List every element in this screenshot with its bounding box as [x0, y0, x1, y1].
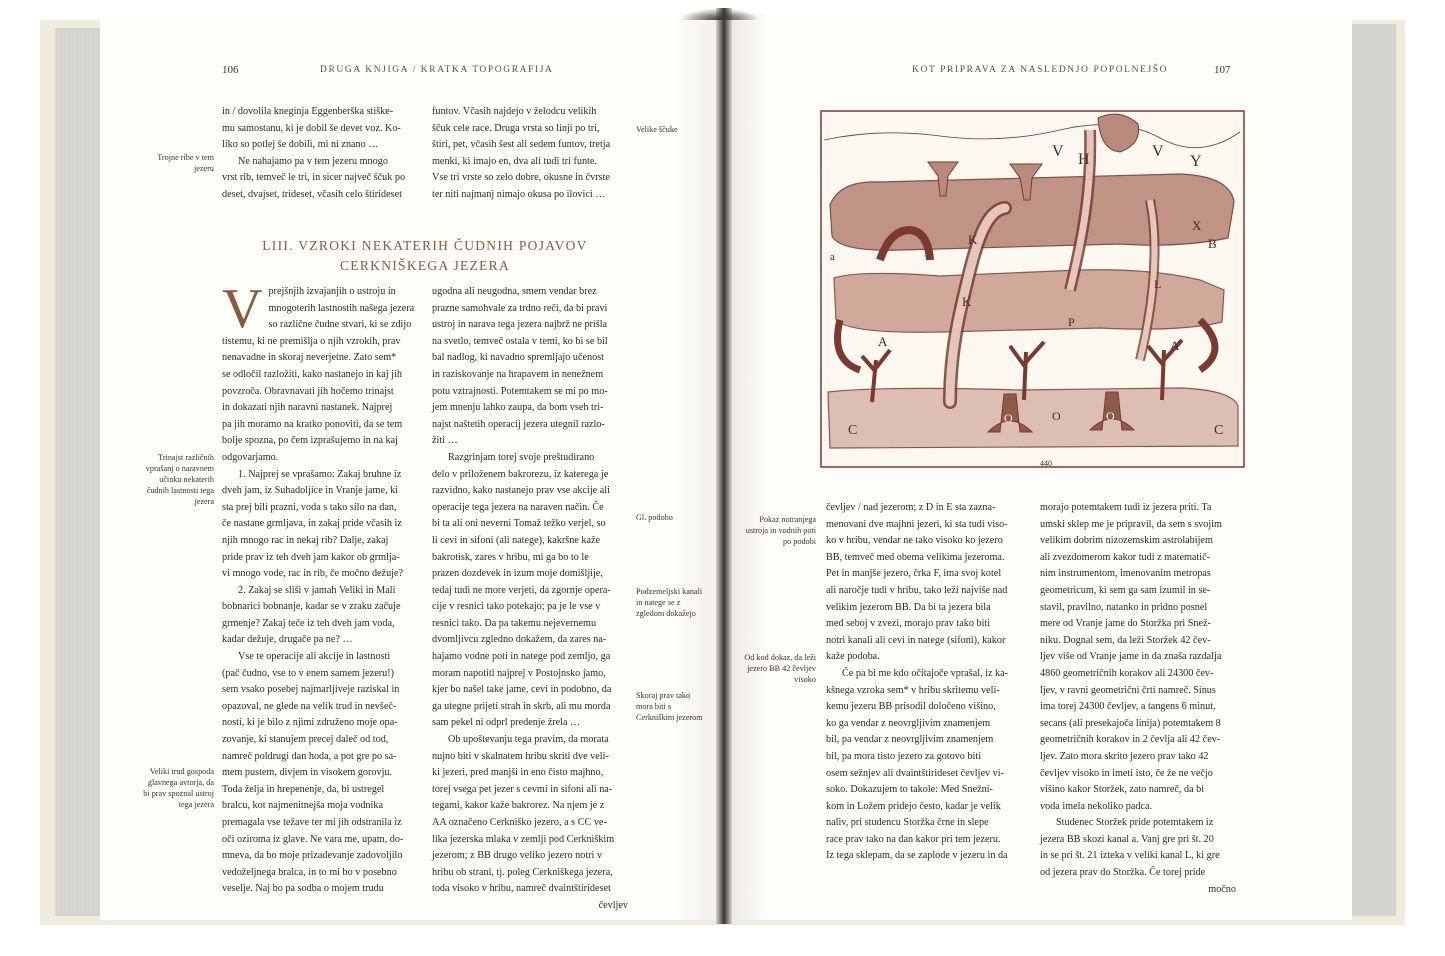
illus-letter: Y	[1190, 153, 1202, 170]
text-line: funtov. Včasih najdejo v želodcu velikih	[432, 106, 597, 117]
text-line: dveh jam, iz Suhadoljice in Vranje jame, ki	[222, 485, 399, 497]
text-line: tedaj tudi ne more verjeti, da zgornje opera-	[432, 584, 611, 596]
text-line: zovanje, ki stanujem precej daleč od tod,	[222, 734, 389, 746]
text-line: kom in Ložem pridejo često, kadar je velik	[826, 800, 1001, 812]
illus-letter: A	[878, 334, 888, 349]
book-gutter	[716, 8, 732, 924]
text-line: ko v hribu, vendar ne tako visoko ko jezero	[826, 535, 1003, 547]
text-line: pride prav iz teh dveh jam kakor ob grmlja-	[222, 551, 400, 563]
text-line: secans (ali presekajoča linija) potemtakem 8	[1040, 717, 1221, 729]
text-line: dvomljivcu zgledno dokažem, da zares na-	[432, 634, 607, 646]
text-line: pa jih moramo na kratko ponoviti, da se tem	[222, 418, 403, 430]
text-line: in / dovolila kneginja Eggenberška stiške-	[222, 106, 394, 117]
text-line: 2. Zakaj se sliši v jamah Veliki in Mali	[238, 584, 396, 596]
chapter-title-line1: LIII. VZROKI NEKATERIH ČUDNIH POJAVOV	[262, 238, 588, 253]
text-line: ko ga vendar z neovrgljivim znamenjem	[826, 717, 991, 729]
text-line: in se pri št. 21 izteka v veliki kanal L, ki gre	[1040, 850, 1220, 862]
text-line: morajo potemtakem tudi iz jezera priti. Ta	[1040, 502, 1212, 513]
text-line: nosti, ki je bilo z njimi združeno moje opa-	[222, 717, 398, 729]
text-line: na svetlo, temveč ostala v temi, ko bi se bil	[432, 335, 608, 347]
margin-note-od-kod: Od kod dokaz, da leži jezero BB 42 čevljev visoko	[744, 653, 816, 684]
text-line: povzroča. Obravnavati jih hočemo trinajst	[222, 385, 394, 397]
text-line: nim instrumentom, imenovanim metropas	[1040, 568, 1211, 580]
text-line: stavil, pravilno, natanko in pridno posnel	[1040, 601, 1208, 613]
illus-letter: V	[1152, 143, 1164, 160]
text-line: kaže podoba.	[826, 651, 880, 663]
text-line: kjer bo našel take jame, cevi in podobno, da	[432, 684, 612, 696]
text-line: lika jezerska mlaka v zemlji pod Cerkniškim	[432, 833, 615, 845]
drop-cap: V	[222, 278, 263, 340]
text-line: bobnarici bobnanje, kadar se v zraku začuje	[222, 601, 401, 613]
text-line: jezerom; z BB drugo veliko jezero notri v	[432, 850, 603, 862]
text-line: naliv, pri studencu Storžka črne in slepe	[826, 817, 989, 829]
text-line: Pet in manjše jezero, črka F, ima svoj kotel	[826, 568, 1002, 580]
text-line: AA označeno Cerkniško jezero, a s CC ve-	[432, 817, 607, 828]
text-line: prazen dozdevek in izum moje domišljije,	[432, 568, 603, 580]
text-line: nujno biti v skalnatem hribu skriti dve veli-	[432, 750, 609, 762]
text-line: resnici tako. Da pa takemu nejevernemu	[432, 617, 597, 629]
text-line: geometricum, ki sem ga sam izumil in se-	[1040, 584, 1211, 596]
right-folio: 107	[1214, 64, 1231, 76]
text-line: ljev. Zato mora skrito jezero prav tako 42	[1040, 750, 1209, 762]
text-line: menki, ki imajo en, dva ali tudi tri funte.	[432, 155, 597, 167]
illus-letter: K	[962, 294, 972, 309]
text-line: vrst rib, temveč le tri, in sicer največ ščuk po	[222, 172, 406, 184]
text-line: se odločil razložiti, kako nastanejo in kaj jih	[222, 368, 402, 380]
illus-letter: A	[1170, 338, 1180, 353]
illus-letter: V	[1052, 143, 1064, 160]
text-line: ga utegne prijeti strah in skrb, ali mu morda	[432, 700, 611, 712]
text-line: ščuk cele race. Druga vrsta so linji po tri,	[432, 122, 600, 134]
illus-plate-number: 440	[1040, 459, 1052, 468]
text-line: bil, pa vendar z neovrgljivim znamenjem	[826, 734, 994, 746]
text-line: ali zvezdomerom kakor tudi z matematič-	[1040, 551, 1211, 563]
illus-letter: C	[848, 423, 858, 438]
left-col1-top	[222, 104, 416, 204]
text-line: tegami, kakor kaže bakrorez. Na njem je z	[432, 800, 605, 812]
text-line: in dokazati njih naravni nastanek. Najprej	[222, 402, 393, 414]
text-line: odgovarjamo.	[222, 451, 279, 463]
text-line: ali naročje tudi v hribu, tako leži najviše nad	[826, 584, 1008, 596]
text-line: Toda želja in hrepenenje, da, bi ustregel	[222, 783, 385, 795]
right-col2	[1040, 500, 1236, 898]
right-running-head: KOT PRIPRAVA ZA NASLEDNJO POPOLNEJŠO	[912, 65, 1169, 75]
right-col1	[826, 500, 1026, 865]
text-line: Če pa bi me kdo očitajoče vprašal, iz ka-	[842, 667, 1009, 679]
text-line: vi mnogo vode, rac in rib, če močno dežuje?	[222, 568, 404, 580]
text-line: osem sežnjev ali dvaintštirideset čevljev vi-	[826, 767, 1004, 779]
text-line: bil, pa mora tisto jezero za gotovo biti	[826, 750, 982, 762]
text-line: oči oziroma iz glave. Ne vara me, upam, do-	[222, 833, 404, 845]
text-line: čevljev	[598, 899, 628, 911]
text-line: kšnega vzroka sem* v hribu skritemu veli-	[826, 684, 1000, 696]
text-line: ki jezeri, pred manjši in eno čisto majhno,	[432, 767, 604, 779]
text-line: mere od Vranje jame do Storžka pri Snež-	[1040, 618, 1211, 630]
text-line: niku. Dognal sem, da leži Storžek 42 čev-	[1040, 634, 1211, 646]
text-line: ljev, v ravni geometrični črti namreč. Sinus	[1040, 684, 1216, 696]
text-line: grmenje? Zakaj teče iz teh dveh jam voda,	[222, 617, 395, 629]
left-col2-top	[432, 104, 628, 204]
text-line: menovani dve majhni jezeri, ki sta tudi viso-	[826, 518, 1008, 530]
text-line: Vse te operacije ali akcije in lastnosti	[238, 651, 391, 663]
left-col2-main	[432, 284, 628, 915]
text-line: voda imela nekoliko padca.	[1040, 800, 1153, 812]
text-line: 1. Najprej se vprašamo: Zakaj bruhne iz	[238, 468, 402, 480]
text-line: notri kanali ali cevi in natege (sifoni), kakor	[826, 634, 1006, 646]
margin-note-pokaz: Pokaz notranjega ustroja in vodnih poti po podobi	[745, 515, 816, 546]
margin-note-gl-podobo: Gl. podobo	[636, 513, 673, 522]
margin-note-podzemeljski: Podzemeljski kanali in natege se z zgledom dokažejo	[636, 587, 703, 618]
text-line: jezera BB skozi kanal a. Vanj gre pri št. 20	[1040, 833, 1214, 845]
text-line: toda visoko v hribu, namreč dvaintštirideset	[432, 883, 611, 895]
text-line: bolje spozna, po čem izprašujemo in na kaj	[222, 435, 398, 447]
left-running-head: DRUGA KNJIGA / KRATKA TOPOGRAFIJA	[320, 65, 554, 75]
text-line: operacije tega jezera na naraven način. Če	[432, 501, 604, 513]
text-line: velikim dobrim nizozemskim astrolabijem	[1040, 535, 1213, 547]
text-line: deset, dvajset, trideset, včasih celo štirideset	[222, 188, 402, 200]
text-line: med seboj v zvezi, morajo prav tako biti	[826, 618, 991, 630]
text-line: bralcu, kot najmenitnejša moja vodnika	[222, 800, 383, 812]
text-line: race prav tako na dan kakor pri tem jezeru.	[826, 833, 1001, 845]
illus-letter: C	[1214, 423, 1224, 438]
text-line: velikim jezerom BB. Da bi ta jezera bila	[826, 601, 991, 613]
text-line: najst naštetih operacij jezera utegnil razlo-	[432, 418, 605, 430]
text-line: Ob upoštevanju tega pravim, da morata	[448, 734, 609, 746]
text-line: Studenec Storžek pride potemtakem iz	[1056, 817, 1214, 829]
text-line: višino kakor Storžek, zato namreč, da bi	[1040, 784, 1205, 796]
text-line: li cevi in sifoni (ali natege), kakršne kaže	[432, 534, 601, 546]
text-line: njih mnogo rac in nekaj rib? Dalje, zakaj	[222, 534, 389, 546]
illus-letter: L	[1154, 277, 1162, 291]
illus-letter: H	[1078, 151, 1090, 168]
text-line: so različne čudne stvari, ki se zdijo	[268, 319, 412, 331]
text-line: umski sklep me je pripravil, da sem s svojim	[1040, 518, 1222, 530]
text-line: Razgrinjam torej svoje preštudirano	[448, 451, 595, 463]
text-line: cije v resnici tako potekajo; pa je le vse v	[432, 601, 601, 613]
margin-note-trinajst: Trinajst različnih vprašanj o naravnem učinku nekaterih čudnih lastnosti tega jezera	[145, 453, 214, 506]
text-line: kemu jezeru BB prisodil določeno višino,	[826, 701, 996, 713]
illus-letter: a	[830, 251, 835, 263]
text-line: (pač čudno, vse to v enem samem jezeru!)	[222, 667, 394, 679]
text-line: jem mnenju lahko zaupa, da bom vseh tri-	[432, 402, 604, 414]
text-line: mnogoterih lastnostih našega jezera	[268, 302, 415, 314]
left-folio: 106	[222, 64, 239, 76]
text-line: hajamo vodne poti in natege pod zemljo, ga	[432, 651, 611, 663]
illus-letter: K	[968, 232, 978, 247]
text-line: geometričnih korakov in 2 čevlja ali 42 čev-	[1040, 734, 1221, 746]
text-line: liko so potlej še dobili, mi ni znano …	[222, 139, 379, 151]
text-line: soko. Dokazujem to takole: Med Snežni-	[826, 784, 993, 796]
text-line: bakrotisk, zares v hribu, mi ga bo to le	[432, 551, 589, 563]
text-line: vedoželjnega bralca, in to mi bo v posebno	[222, 866, 397, 878]
copper-engraving-illustration	[820, 110, 1245, 476]
text-line: namreč poldrugi dan hoda, a pot gre po sa-	[222, 750, 397, 762]
text-line: močno	[1208, 883, 1236, 895]
text-line: bi ta ali oni neverni Tomaž težko verjel, so	[432, 518, 606, 530]
text-line: sem vsako posebej najmarljiveje raziskal in	[222, 684, 400, 696]
illus-letter: P	[1068, 315, 1075, 329]
text-line: Ne nahajamo pa v tem jezeru mnogo	[238, 155, 388, 167]
text-line: čevljev / nad jezerom; z D in E sta zazna-	[826, 502, 996, 513]
text-line: ustroj in narava tega jezera najbrž ne prišla	[432, 319, 608, 331]
text-line: premagala vse težave ter mi jih odstranila iz	[222, 817, 402, 828]
text-line: nenavadne in skoraj neverjetne. Zato sem*	[222, 352, 397, 364]
text-line: Iz tega sklepam, da se zaplode v jezeru in da	[826, 850, 1008, 862]
text-line: žiti …	[432, 435, 458, 447]
spine-shadow	[680, 8, 760, 20]
text-line: bal nadlog, ki navadno spremljajo učenost	[432, 352, 605, 364]
margin-note-velike-scuke: Velike ščuke	[636, 125, 678, 134]
text-line: ima torej 24300 čevljev, a tangens 6 minut,	[1040, 701, 1216, 713]
margin-note-skoraj-prav: Skoraj prav tako mora biti s Cerkniškim jezerom	[636, 691, 703, 722]
chapter-title	[222, 236, 628, 276]
illus-letter: O	[1052, 409, 1061, 423]
text-line: in raziskovanje na hrapavem in nenežnem	[432, 368, 604, 380]
text-line: hribu ob strani, tj. poleg Cerkniškega jezera,	[432, 866, 613, 878]
chapter-title-line2: CERKNIŠKEGA JEZERA	[339, 258, 511, 273]
page-edges-right	[1352, 24, 1396, 916]
text-line: potu vztrajnosti. Potemtakem se mi po mo-	[432, 385, 608, 397]
text-line: prazne samohvale za trdno reči, da bi pravi	[432, 302, 608, 314]
margin-note-veliki-trud: Veliki trud gospoda glavnega avtorja, da bi prav spoznal ustroj tega jezera	[143, 767, 214, 809]
text-line: če nastane grmljava, in zakaj pride včasih iz	[222, 518, 402, 530]
illus-letter: X	[1192, 218, 1202, 233]
text-line: Vse tri vrste so zelo dobre, okusne in čvrste	[432, 172, 610, 184]
text-line: veselje. Naj bo pa sodba o mojem trudu	[222, 883, 384, 895]
illus-letter: B	[1208, 236, 1217, 251]
text-line: torej vsega pet jezer s cevmi in sifoni ali na-	[432, 783, 613, 795]
text-line: ugodna ali neugodna, smem vendar brez	[432, 286, 597, 297]
text-line: ljev više od Vranje jame in da znaša razdalja	[1040, 651, 1222, 663]
margin-note-trojne-ribe: Trojne ribe v tem jezeru	[157, 153, 214, 173]
text-line: razvidno, kako nastanejo prav vse akcije ali	[432, 485, 610, 497]
text-line: od jezera prav do Storžka. Če torej pride	[1040, 867, 1206, 879]
text-line: 4860 geometričnih korakov ali 24300 čev-	[1040, 667, 1214, 679]
text-line: ter niti najmanj nimajo okusa po ilovici …	[432, 188, 606, 200]
text-line: sam pekel ni odprl predenje žrela …	[432, 717, 581, 729]
text-line: opazoval, ne glede na velik trud in nevšeč-	[222, 700, 397, 712]
text-line: kadar dežuje, drugače pa ne? …	[222, 634, 353, 646]
text-line: štiri, pet, včasih šest ali sedem funtov, tretja	[432, 139, 611, 151]
text-line: moram napotiti najprej v Postojnsko jamo,	[432, 667, 606, 679]
text-line: čevljev visoko in imeti isto, če že ne večjo	[1040, 767, 1213, 779]
text-line: delo v priloženem bakrorezu, iz katerega je	[432, 468, 609, 480]
illus-letter: O	[1004, 411, 1013, 425]
text-line: mem pustem, divjem in visokem gorovju.	[222, 767, 393, 779]
text-line: prejšnjih izvajanjih o ustroju in	[268, 286, 396, 297]
left-col1-main	[222, 278, 416, 898]
text-line: BB, temveč med obema velikima jezeroma.	[826, 551, 1005, 563]
text-line: tistemu, ki ne premišlja o njih vzrokih, prav	[222, 335, 401, 347]
illus-letter: O	[1106, 409, 1115, 423]
text-line: mu samostanu, ki je dobil še devet voz. Ko-	[222, 122, 401, 134]
text-line: mneva, da bo moje prizadevanje zadovoljilo	[222, 850, 403, 862]
text-line: sta prej bili prazni, voda s tako silo na dan,	[222, 501, 397, 513]
